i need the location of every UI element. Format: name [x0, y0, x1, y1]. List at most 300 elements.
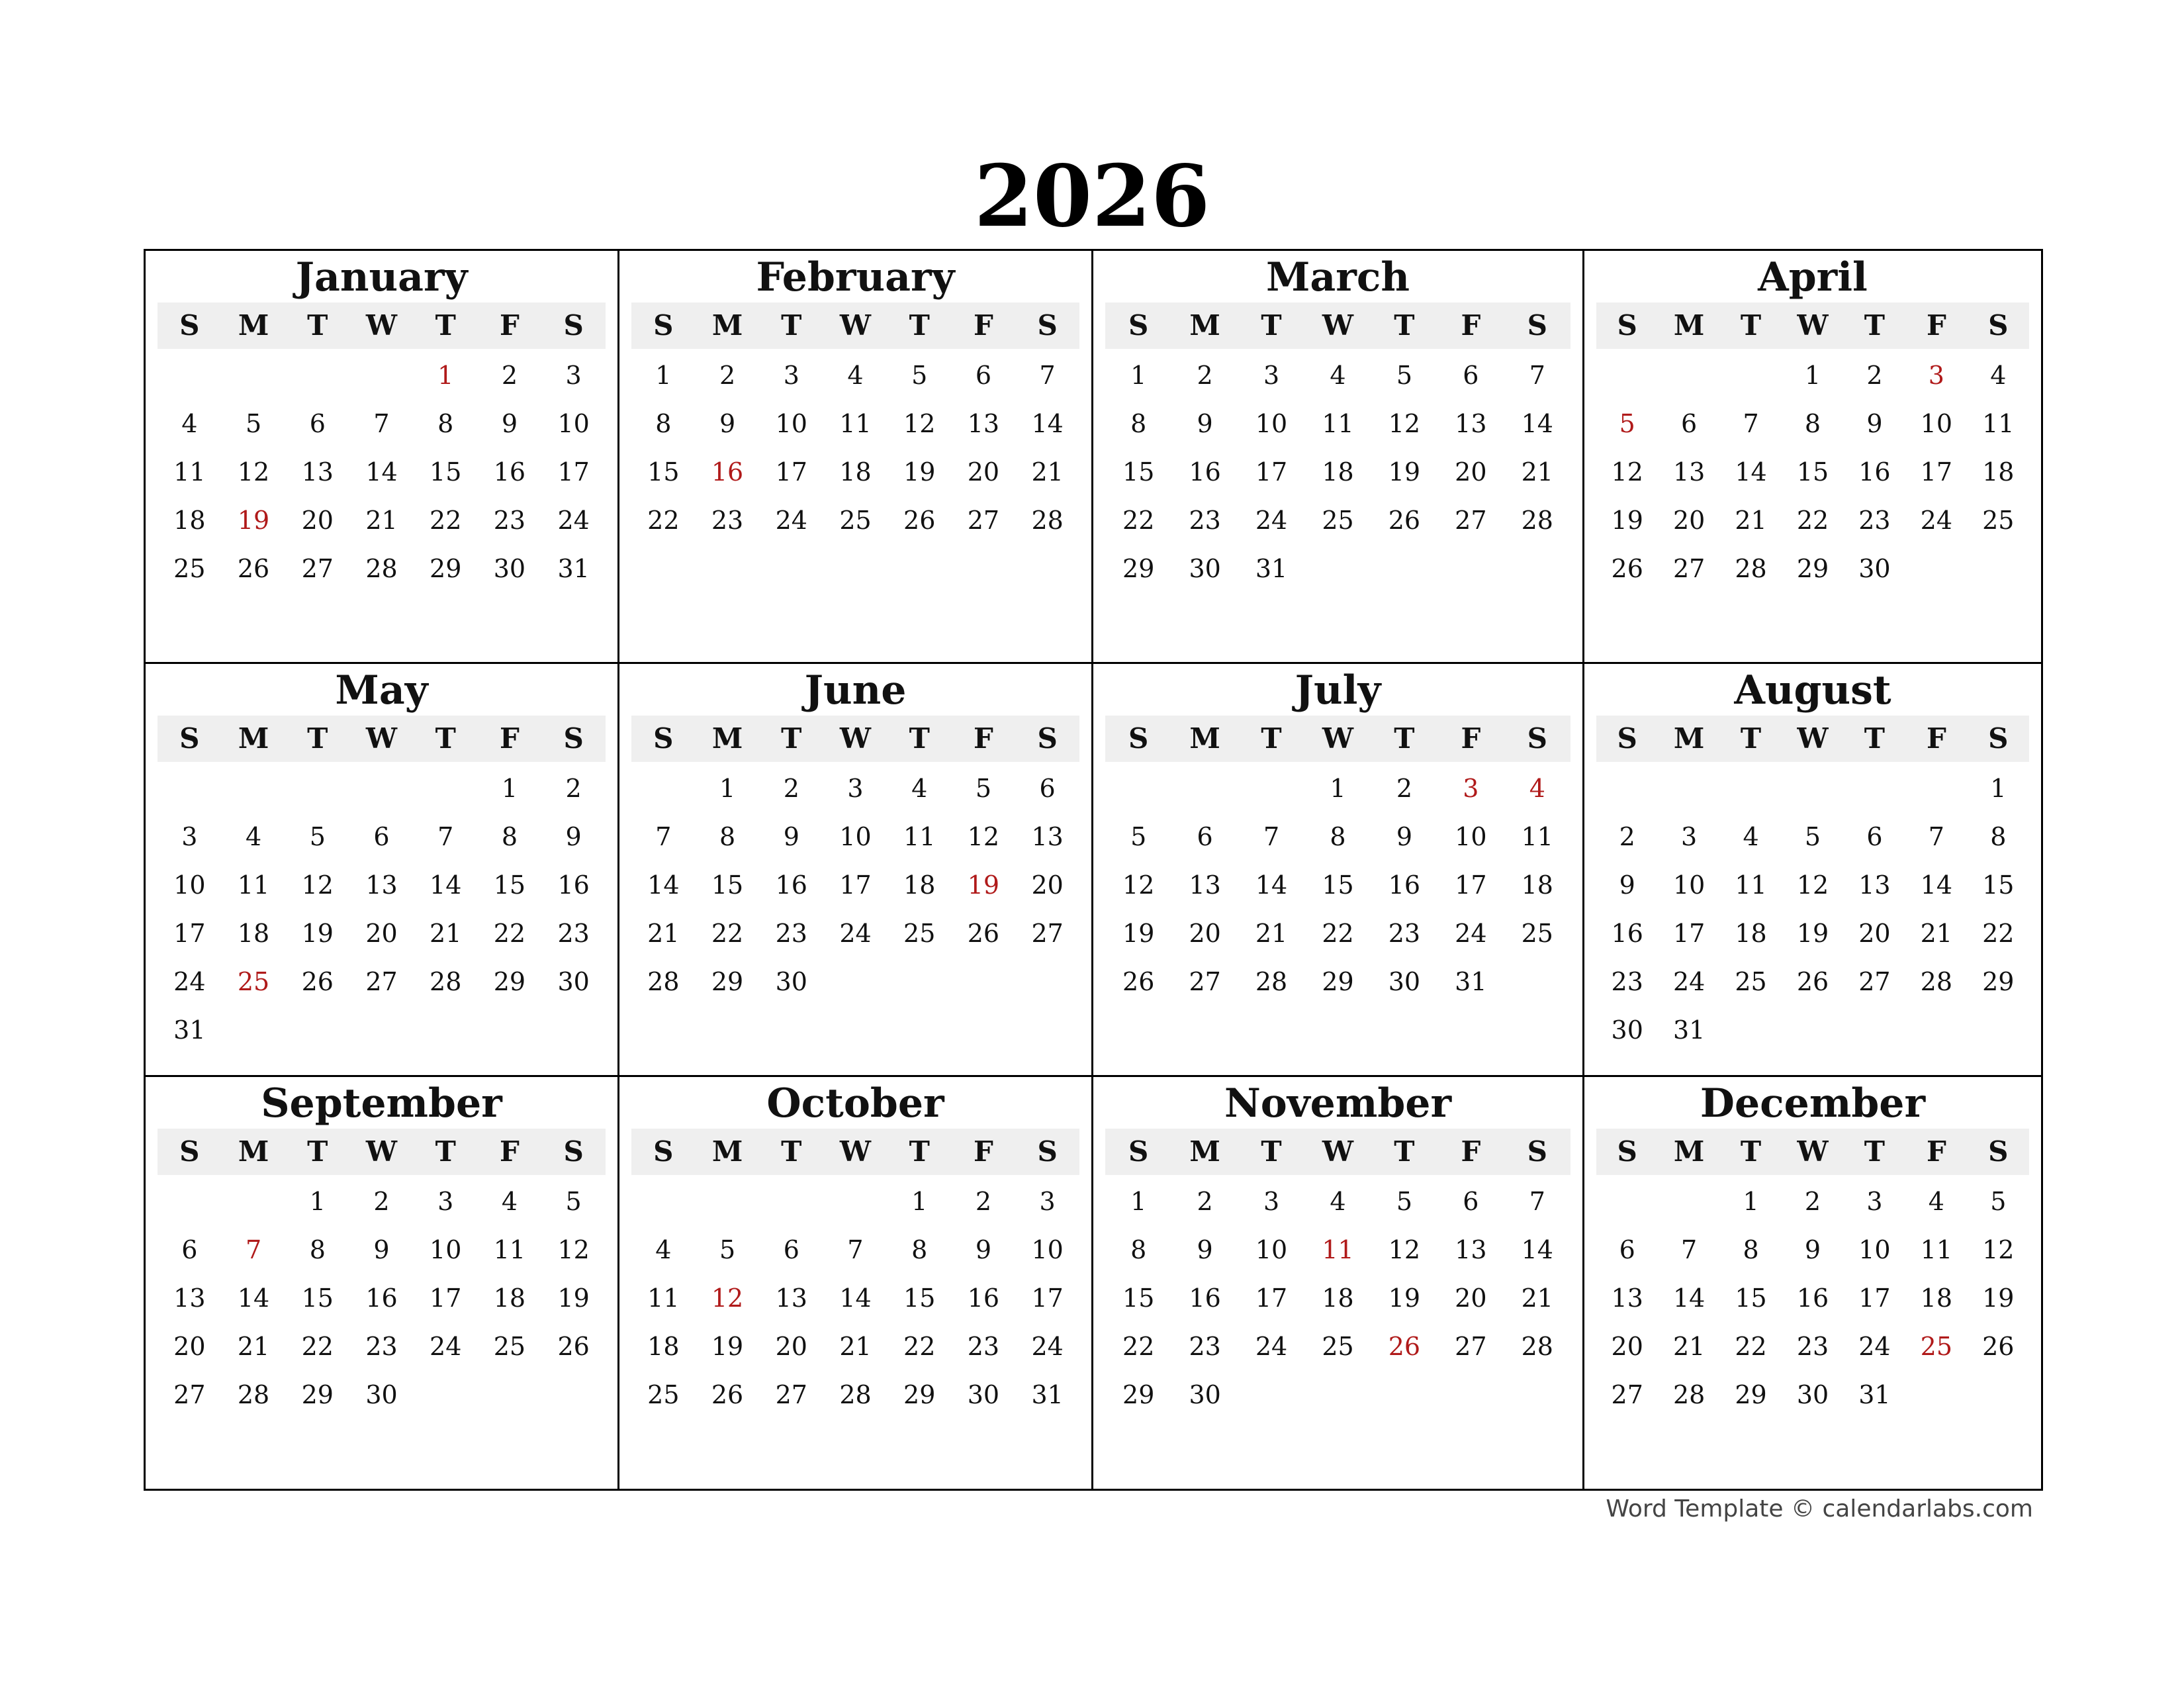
- day-cell: 22: [1796, 506, 1829, 535]
- weekday-label: T: [435, 722, 456, 755]
- day-cell: 5: [975, 774, 992, 803]
- day-cell: 9: [1197, 409, 1213, 438]
- day-cell: 12: [301, 870, 334, 900]
- day-cell-holiday: 19: [237, 506, 270, 535]
- day-cell: 3: [783, 361, 799, 390]
- day-cell: 27: [1189, 967, 1221, 996]
- day-cell: 4: [911, 774, 928, 803]
- day-cell: 25: [1735, 967, 1767, 996]
- day-cell: 28: [1255, 967, 1288, 996]
- day-cell: 27: [1858, 967, 1891, 996]
- day-cell: 15: [1322, 870, 1354, 900]
- month-january: [146, 251, 619, 664]
- day-cell: 11: [1982, 409, 2015, 438]
- day-cell: 3: [1039, 1187, 1056, 1216]
- days-grid: [631, 1178, 1079, 1419]
- day-cell: 20: [1455, 1284, 1487, 1313]
- month-june: [619, 664, 1093, 1077]
- day-cell: 18: [1735, 919, 1767, 948]
- weekday-label: T: [1740, 1135, 1762, 1168]
- day-cell: 20: [173, 1332, 206, 1361]
- day-cell: 29: [711, 967, 744, 996]
- day-cell: 13: [1672, 457, 1706, 487]
- day-cell: 8: [655, 409, 672, 438]
- day-cell: 6: [1866, 822, 1883, 851]
- weekday-label: S: [1617, 722, 1637, 755]
- weekday-label: F: [1461, 722, 1481, 755]
- day-cell-holiday: 25: [237, 967, 270, 996]
- day-cell: 1: [1330, 774, 1346, 803]
- day-cell: 23: [1858, 506, 1891, 535]
- day-cell: 19: [1388, 457, 1421, 487]
- weekday-label: T: [781, 1135, 802, 1168]
- days-grid: [631, 352, 1079, 545]
- day-cell: 24: [1858, 1332, 1891, 1361]
- day-cell: 31: [1858, 1380, 1891, 1409]
- day-cell-holiday: 11: [1322, 1235, 1354, 1264]
- day-cell: 27: [775, 1380, 807, 1409]
- day-blank: [1105, 765, 1171, 813]
- day-cell: 14: [839, 1284, 872, 1313]
- footer-credit: Word Template © calendarlabs.com: [1606, 1495, 2033, 1523]
- day-cell: 10: [1255, 1235, 1288, 1264]
- weekday-label: S: [1617, 309, 1637, 342]
- day-cell: 5: [565, 1187, 582, 1216]
- weekday-label: M: [711, 722, 743, 755]
- day-cell: 20: [301, 506, 334, 535]
- day-cell: 6: [309, 409, 326, 438]
- days-grid: [1596, 352, 2029, 593]
- day-cell: 14: [1255, 870, 1288, 900]
- weekday-label: M: [1189, 309, 1220, 342]
- day-cell: 31: [1031, 1380, 1064, 1409]
- day-blank: [1658, 765, 1719, 813]
- weekday-label: S: [563, 309, 584, 342]
- day-cell: 22: [647, 506, 680, 535]
- day-cell: 11: [173, 457, 206, 487]
- day-cell: 12: [1122, 870, 1155, 900]
- weekday-label: F: [500, 722, 520, 755]
- weekday-header: [1596, 1129, 2029, 1175]
- day-blank: [158, 765, 222, 813]
- day-cell: 4: [181, 409, 198, 438]
- day-cell: 20: [1455, 457, 1487, 487]
- day-cell: 9: [1197, 1235, 1213, 1264]
- weekday-label: S: [1527, 309, 1547, 342]
- weekday-label: S: [653, 722, 674, 755]
- weekday-header: [1596, 303, 2029, 349]
- day-cell: 1: [1130, 1187, 1147, 1216]
- day-cell: 21: [1920, 919, 1953, 948]
- day-cell: 1: [501, 774, 518, 803]
- day-cell: 10: [1255, 409, 1288, 438]
- day-cell: 11: [1322, 409, 1354, 438]
- month-name: December: [1700, 1080, 1926, 1127]
- weekday-label: F: [1926, 309, 1946, 342]
- day-cell: 28: [237, 1380, 270, 1409]
- day-cell: 22: [903, 1332, 936, 1361]
- day-cell: 1: [655, 361, 672, 390]
- weekday-label: T: [1740, 722, 1762, 755]
- weekday-header: [1105, 1129, 1570, 1175]
- day-cell: 23: [967, 1332, 1000, 1361]
- day-cell: 13: [1455, 1235, 1487, 1264]
- day-cell: 15: [647, 457, 680, 487]
- day-cell: 6: [975, 361, 992, 390]
- day-cell: 31: [173, 1015, 206, 1045]
- day-cell: 11: [237, 870, 270, 900]
- weekday-header: [158, 1129, 606, 1175]
- day-cell: 13: [173, 1284, 206, 1313]
- day-cell: 15: [1122, 1284, 1155, 1313]
- day-blank: [1596, 765, 1658, 813]
- day-cell: 10: [430, 1235, 462, 1264]
- day-cell: 27: [1455, 506, 1487, 535]
- day-cell: 20: [1031, 870, 1064, 900]
- month-name: May: [335, 667, 428, 714]
- day-cell: 1: [719, 774, 736, 803]
- day-blank: [1596, 1178, 1658, 1226]
- day-cell: 10: [839, 822, 872, 851]
- day-cell: 8: [501, 822, 518, 851]
- day-cell: 14: [1031, 409, 1064, 438]
- day-cell: 17: [1255, 457, 1288, 487]
- day-cell: 30: [1796, 1380, 1829, 1409]
- day-cell: 28: [1521, 506, 1553, 535]
- days-grid: [1105, 352, 1570, 593]
- day-cell: 14: [1920, 870, 1953, 900]
- weekday-label: T: [1740, 309, 1762, 342]
- day-cell: 15: [301, 1284, 334, 1313]
- day-cell: 7: [1529, 361, 1545, 390]
- day-cell: 29: [1322, 967, 1354, 996]
- weekday-header: [1105, 303, 1570, 349]
- day-cell: 24: [1920, 506, 1953, 535]
- day-cell: 11: [839, 409, 872, 438]
- day-cell: 25: [1982, 506, 2015, 535]
- day-cell: 23: [1388, 919, 1421, 948]
- weekday-label: F: [500, 309, 520, 342]
- day-blank: [631, 1178, 696, 1226]
- day-cell: 20: [1189, 919, 1221, 948]
- day-cell: 10: [775, 409, 807, 438]
- day-cell: 16: [1189, 457, 1221, 487]
- day-blank: [158, 1178, 222, 1226]
- day-cell: 24: [557, 506, 590, 535]
- day-cell: 15: [903, 1284, 936, 1313]
- weekday-label: T: [435, 309, 456, 342]
- day-cell: 26: [237, 554, 270, 583]
- weekday-label: M: [1673, 309, 1705, 342]
- day-cell: 6: [1463, 1187, 1479, 1216]
- weekday-label: W: [1322, 722, 1354, 755]
- day-cell: 30: [493, 554, 526, 583]
- weekday-label: F: [500, 1135, 520, 1168]
- day-cell: 30: [1189, 554, 1221, 583]
- weekday-label: T: [781, 309, 802, 342]
- day-cell: 19: [1388, 1284, 1421, 1313]
- day-cell: 6: [1039, 774, 1056, 803]
- weekday-label: M: [1673, 722, 1705, 755]
- day-cell: 8: [1130, 409, 1147, 438]
- day-cell: 18: [237, 919, 270, 948]
- days-grid: [158, 1178, 606, 1419]
- day-cell: 29: [301, 1380, 334, 1409]
- day-cell-holiday: 5: [1619, 409, 1635, 438]
- day-cell: 17: [1920, 457, 1953, 487]
- day-cell: 16: [1858, 457, 1891, 487]
- day-cell: 27: [301, 554, 334, 583]
- day-cell-holiday: 16: [711, 457, 744, 487]
- day-cell: 19: [557, 1284, 590, 1313]
- day-cell: 25: [647, 1380, 680, 1409]
- day-cell: 22: [1982, 919, 2015, 948]
- day-cell: 14: [430, 870, 462, 900]
- day-cell: 20: [365, 919, 398, 948]
- day-cell: 29: [1735, 1380, 1767, 1409]
- day-cell: 19: [903, 457, 936, 487]
- day-cell: 9: [565, 822, 582, 851]
- day-cell: 24: [839, 919, 872, 948]
- weekday-label: S: [1988, 1135, 2009, 1168]
- day-cell: 7: [1928, 822, 1944, 851]
- day-cell: 16: [1611, 919, 1643, 948]
- day-cell: 28: [1031, 506, 1064, 535]
- day-cell: 15: [493, 870, 526, 900]
- day-cell: 17: [1672, 919, 1706, 948]
- day-cell: 6: [1681, 409, 1698, 438]
- day-cell: 2: [1197, 361, 1213, 390]
- day-cell: 4: [847, 361, 864, 390]
- day-cell: 7: [1039, 361, 1056, 390]
- day-blank: [414, 765, 478, 813]
- month-name: July: [1295, 667, 1381, 714]
- month-name: October: [766, 1080, 944, 1127]
- weekday-label: S: [1128, 722, 1149, 755]
- weekday-label: S: [179, 722, 200, 755]
- day-blank: [759, 1178, 823, 1226]
- day-cell: 16: [775, 870, 807, 900]
- day-cell: 11: [903, 822, 936, 851]
- day-cell: 7: [655, 822, 672, 851]
- weekday-label: S: [653, 309, 674, 342]
- day-cell: 31: [1672, 1015, 1706, 1045]
- day-cell: 28: [430, 967, 462, 996]
- day-cell: 13: [1611, 1284, 1643, 1313]
- month-july: [1093, 664, 1584, 1077]
- day-cell: 13: [967, 409, 1000, 438]
- day-cell: 30: [557, 967, 590, 996]
- day-cell: 26: [711, 1380, 744, 1409]
- weekday-label: M: [238, 309, 269, 342]
- weekday-label: M: [1673, 1135, 1705, 1168]
- calendar-grid: [144, 249, 2043, 1491]
- day-cell: 7: [847, 1235, 864, 1264]
- day-cell: 26: [1796, 967, 1829, 996]
- day-cell: 2: [373, 1187, 390, 1216]
- day-cell: 17: [1031, 1284, 1064, 1313]
- day-cell: 16: [557, 870, 590, 900]
- day-blank: [349, 765, 414, 813]
- weekday-label: S: [1988, 309, 2009, 342]
- day-cell: 13: [775, 1284, 807, 1313]
- day-cell: 5: [1396, 361, 1413, 390]
- day-cell: 20: [1672, 506, 1706, 535]
- day-cell: 21: [365, 506, 398, 535]
- day-cell: 9: [1866, 409, 1883, 438]
- day-cell: 30: [1611, 1015, 1643, 1045]
- weekday-header: [158, 716, 606, 762]
- day-cell: 14: [1521, 1235, 1553, 1264]
- day-cell: 7: [1263, 822, 1280, 851]
- day-cell: 28: [839, 1380, 872, 1409]
- day-cell: 16: [1388, 870, 1421, 900]
- month-may: [146, 664, 619, 1077]
- day-blank: [1782, 765, 1843, 813]
- day-cell: 17: [1255, 1284, 1288, 1313]
- day-cell: 26: [1611, 554, 1643, 583]
- weekday-label: W: [1797, 309, 1829, 342]
- weekday-label: S: [1527, 1135, 1547, 1168]
- day-blank: [285, 765, 349, 813]
- day-cell: 4: [655, 1235, 672, 1264]
- day-cell: 19: [1122, 919, 1155, 948]
- day-cell: 15: [430, 457, 462, 487]
- month-december: [1584, 1077, 2041, 1489]
- day-cell: 29: [1122, 554, 1155, 583]
- day-cell: 26: [903, 506, 936, 535]
- day-cell: 10: [1920, 409, 1953, 438]
- day-cell: 8: [1130, 1235, 1147, 1264]
- day-cell: 15: [1122, 457, 1155, 487]
- weekday-label: W: [365, 309, 398, 342]
- day-cell: 20: [775, 1332, 807, 1361]
- days-grid: [158, 765, 606, 1055]
- day-cell: 20: [967, 457, 1000, 487]
- day-cell: 14: [1672, 1284, 1706, 1313]
- day-cell-holiday: 3: [1928, 361, 1944, 390]
- weekday-label: F: [1461, 1135, 1481, 1168]
- day-cell: 18: [647, 1332, 680, 1361]
- day-cell: 16: [967, 1284, 1000, 1313]
- day-cell: 30: [1388, 967, 1421, 996]
- day-blank: [1658, 1178, 1719, 1226]
- day-cell: 19: [1796, 919, 1829, 948]
- day-cell: 17: [173, 919, 206, 948]
- day-cell: 22: [493, 919, 526, 948]
- day-cell: 29: [430, 554, 462, 583]
- weekday-label: S: [563, 1135, 584, 1168]
- day-cell: 24: [430, 1332, 462, 1361]
- weekday-header: [631, 716, 1079, 762]
- day-cell: 24: [1255, 506, 1288, 535]
- day-cell: 27: [967, 506, 1000, 535]
- month-name: March: [1265, 254, 1410, 301]
- day-cell: 11: [1920, 1235, 1953, 1264]
- day-cell: 12: [1982, 1235, 2015, 1264]
- day-cell: 15: [1796, 457, 1829, 487]
- day-cell: 23: [1189, 1332, 1221, 1361]
- weekday-label: W: [839, 309, 872, 342]
- day-cell: 8: [1990, 822, 2007, 851]
- day-blank: [222, 352, 286, 400]
- day-cell: 28: [1920, 967, 1953, 996]
- day-cell: 15: [711, 870, 744, 900]
- weekday-label: W: [365, 1135, 398, 1168]
- day-cell: 11: [493, 1235, 526, 1264]
- day-cell: 27: [1611, 1380, 1643, 1409]
- day-cell: 26: [1982, 1332, 2015, 1361]
- day-cell: 25: [903, 919, 936, 948]
- day-cell: 24: [1455, 919, 1487, 948]
- day-cell: 27: [173, 1380, 206, 1409]
- day-cell: 13: [365, 870, 398, 900]
- weekday-label: M: [1189, 722, 1220, 755]
- day-cell: 21: [647, 919, 680, 948]
- day-cell-holiday: 26: [1388, 1332, 1421, 1361]
- day-cell: 5: [309, 822, 326, 851]
- day-cell: 5: [911, 361, 928, 390]
- day-cell: 6: [1463, 361, 1479, 390]
- weekday-label: F: [1926, 1135, 1946, 1168]
- day-cell: 14: [237, 1284, 270, 1313]
- year-title: 2026: [974, 147, 1210, 246]
- day-cell: 8: [911, 1235, 928, 1264]
- day-cell: 8: [1330, 822, 1346, 851]
- day-cell: 18: [1322, 457, 1354, 487]
- day-cell: 23: [365, 1332, 398, 1361]
- day-cell: 9: [1396, 822, 1413, 851]
- day-cell: 24: [173, 967, 206, 996]
- day-cell: 9: [1619, 870, 1635, 900]
- day-cell: 24: [1255, 1332, 1288, 1361]
- day-cell: 18: [1521, 870, 1553, 900]
- day-cell: 3: [1681, 822, 1698, 851]
- day-cell: 10: [1031, 1235, 1064, 1264]
- day-cell: 12: [967, 822, 1000, 851]
- day-cell: 21: [1521, 1284, 1553, 1313]
- day-cell: 17: [557, 457, 590, 487]
- weekday-label: S: [1037, 722, 1058, 755]
- days-grid: [1105, 1178, 1570, 1419]
- day-cell: 1: [911, 1187, 928, 1216]
- days-grid: [1596, 765, 2029, 1055]
- day-cell: 22: [1122, 1332, 1155, 1361]
- day-cell: 2: [719, 361, 736, 390]
- day-cell: 23: [1796, 1332, 1829, 1361]
- day-cell: 12: [1388, 409, 1421, 438]
- day-cell: 27: [1031, 919, 1064, 948]
- day-cell: 16: [1189, 1284, 1221, 1313]
- days-grid: [631, 765, 1079, 1006]
- month-november: [1093, 1077, 1584, 1489]
- day-cell: 26: [301, 967, 334, 996]
- day-cell: 9: [1804, 1235, 1821, 1264]
- day-cell: 23: [493, 506, 526, 535]
- day-cell: 23: [557, 919, 590, 948]
- weekday-label: W: [839, 722, 872, 755]
- day-cell: 1: [309, 1187, 326, 1216]
- weekday-label: T: [1394, 1135, 1415, 1168]
- day-cell: 3: [437, 1187, 454, 1216]
- day-cell: 7: [437, 822, 454, 851]
- day-blank: [1596, 352, 1658, 400]
- day-blank: [1720, 352, 1782, 400]
- weekday-label: M: [711, 309, 743, 342]
- weekday-label: T: [1864, 1135, 1886, 1168]
- day-cell-holiday: 19: [967, 870, 1000, 900]
- day-cell: 15: [1982, 870, 2015, 900]
